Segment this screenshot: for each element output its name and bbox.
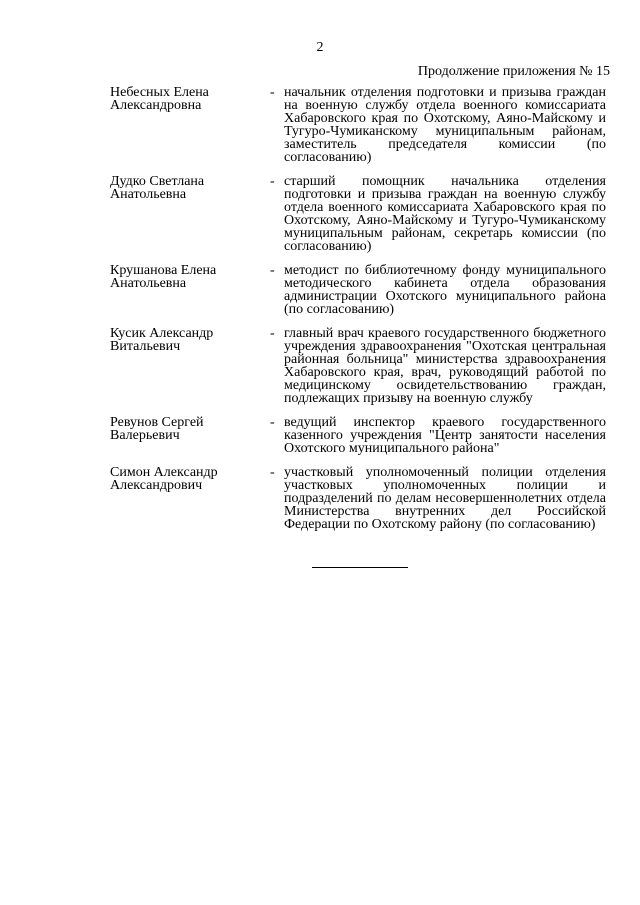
member-row	[110, 327, 606, 405]
appendix-continuation-note: Продолжение приложения № 15	[417, 64, 610, 79]
member-name: Небесных Елена Александровна	[110, 85, 209, 113]
member-role: главный врач краевого государственного бюджетного учреждения здравоохранения "Охотская центральная районная больница" министерства здравоохранения Хабаровского края, врач, руководящий работой по медицинскому освидетельствованию граждан, подлежащих призыву на военную службу	[284, 326, 606, 406]
member-row	[110, 175, 606, 253]
member-dash: -	[270, 85, 275, 100]
member-name: Дудко Светлана Анатольевна	[110, 174, 205, 202]
member-dash: -	[270, 263, 275, 278]
member-dash: -	[270, 326, 275, 341]
closing-divider-line	[312, 567, 408, 568]
member-row	[110, 86, 606, 164]
member-dash: -	[270, 174, 275, 189]
member-role: начальник отделения подготовки и призыва граждан на военную службу отдела военного комиссариата Хабаровского края по Охотскому, Аяно-Майскому и Тугуро-Чумиканскому муниципальным районам, заместитель председателя комиссии (по согласованию)	[284, 85, 606, 165]
member-row	[110, 264, 606, 316]
member-role: методист по библиотечному фонду муниципального методического кабинета отдела образования администрации Охотского муниципального района (по согласованию)	[284, 263, 606, 317]
member-role: ведущий инспектор краевого государственного казенного учреждения "Центр занятости населения Охотского муниципального района"	[284, 415, 606, 456]
member-role: участковый уполномоченный полиции отделения участковых уполномоченных полиции и подразделений по делам несовершеннолетних отдела Министерства внутренних дел Российской Федерации по Охотскому району (по согласованию)	[284, 465, 606, 532]
member-row	[110, 466, 606, 531]
member-name: Кусик Александр Витальевич	[110, 326, 214, 354]
member-dash: -	[270, 415, 275, 430]
member-dash: -	[270, 465, 275, 480]
member-role: старший помощник начальника отделения подготовки и призыва граждан на военную службу отдела военного комиссариата Хабаровского края по Охотскому, Аяно-Майскому и Тугуро-Чумиканскому муниципальным районам, секретарь комиссии (по согласованию)	[284, 174, 606, 254]
member-name: Крушанова Елена Анатольевна	[110, 263, 217, 291]
member-name: Ревунов Сергей Валерьевич	[110, 415, 204, 443]
page-number: 2	[316, 40, 324, 55]
commission-member-list	[110, 86, 606, 542]
member-row	[110, 416, 606, 455]
member-name: Симон Александр Александрович	[110, 465, 218, 493]
